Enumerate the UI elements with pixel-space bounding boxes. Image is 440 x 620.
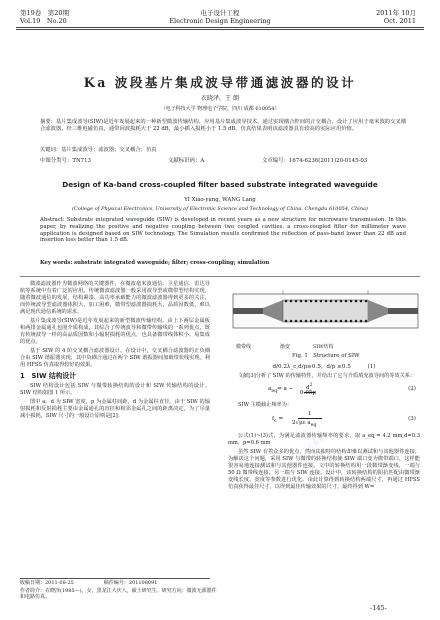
siw-equivalence-text: 文献[3]分析了 SIW 的传输特性，并给出了它与介质填充波导间的等效关系：	[238, 373, 416, 379]
section-1-heading: 1 SIW 结构设计	[20, 372, 77, 381]
affiliation-en: (College of Physical Electronics, University of Electronic Science and Technology of China, Chengdu 610054, China)	[71, 206, 369, 212]
metal-via	[295, 320, 298, 323]
figure-caption: Fig. 1 Structure of SIW	[292, 353, 360, 359]
metal-via	[330, 320, 333, 323]
journal-title-cn: 电子设计工程	[200, 9, 240, 17]
section-1-paragraph-1: SIW 结构设计包括 SIW 与微带转换结构的设计和 SIW 传输结构的设计。SIW 结构如图 1 所示。	[20, 383, 210, 397]
transition-design-text: 虽然 SIW 有着众多的优点，然而其独特的结构却难以测试和与其他器件连接。为解决这个问题，采用 SIW 与微带的转换结构使 SIW 端口变为微带端口，这样能很容易地连接测试和与其他器件连接。文中的转换结构用一段微带渐变线，一端与 50 Ω 微带线连接，另一端与 SIW 连接。设计中，该转换结构的阻抗匹配由微带渐变线长度、宽度等参数进行优化。由此计算得到转换结构两端尺寸，再通过 HFSS 仿真获得最佳尺寸，以得到最佳传输效果的尺寸。最终得到 W=	[228, 448, 420, 491]
metal-via	[315, 300, 318, 303]
metal-via	[355, 320, 358, 323]
page-number: -145-	[370, 604, 387, 612]
metal-via	[350, 300, 353, 303]
metal-via	[320, 300, 323, 303]
authors-en: YI Xiao-yang, WANG Lang	[184, 197, 256, 203]
metal-via	[295, 300, 298, 303]
metal-via	[335, 320, 338, 323]
left-column	[20, 281, 210, 422]
figure-label-taper: 渐变	[280, 344, 291, 350]
metal-via	[290, 300, 293, 303]
watermark: 万方数据	[300, 433, 328, 457]
intro-paragraph-3: 基于 SIW 的 4 阶交叉耦合滤波器设计。在设计中，交叉耦合滤波器的正负耦合由 SIW 谐振器实现，其中负耦合通过在两个 SIW 谐振器间加载带状线实现。利用 HFSS 仿真取得较好的效果。	[20, 347, 210, 369]
volume-cn: 第19卷 第20期	[20, 9, 70, 17]
metal-via	[300, 300, 303, 303]
dimension-selection-text: 公式(1)~(3)式，为满足滤波器传输频率的要求，取 a_eq = 4.2 mm,d=0.3 mm，p=0.6 mm	[228, 433, 420, 447]
date-cn: 2011年 10月	[376, 9, 416, 17]
right-column	[228, 364, 420, 493]
equation-1: d/0.2λ_c,d/p≥0.5，d/p ≥0.5 (1)	[272, 364, 376, 370]
abstract-rule	[20, 276, 420, 277]
header-rule-2	[16, 29, 424, 30]
section-1-paragraph-2: 图中 a、d 为 SIW 宽度，p 为金属柱间距，d 为金属柱直径。由于 SIW 的辐射损耗和反射损耗主要由金属通孔的直径和相邻金属孔之间的距离决定，为了尽量减小损耗，SIW 尺寸的一般设计原则是[2]：	[20, 398, 210, 420]
authors: 衣晓泽，王 朗	[201, 95, 239, 102]
metal-via	[355, 300, 358, 303]
metal-via	[360, 300, 363, 303]
author-bio: 作者简介：衣晓泽(1985—)，女，黑龙江大庆人，硕士研究生。研究方向：微波无源器件和电路仿真。	[20, 588, 217, 601]
metal-via	[310, 300, 313, 303]
metal-via	[310, 320, 313, 323]
metal-via	[285, 320, 288, 323]
metal-via	[345, 320, 348, 323]
affiliation: （电子科技大学 物理电子学院，四川 成都 610054）	[160, 106, 280, 112]
equation-3: $f_c$ = 1 2√με $a_{eq}$ (3)	[272, 411, 416, 429]
header-rule	[16, 27, 424, 28]
metal-via	[325, 320, 328, 323]
intro-paragraph-2: 基片集成波导(SIW)是近年发展起来的新型微波传输结构。由上下两层金属板和两排金属通孔包围介质构成，其综合了传统波导和微带传输线的一系列优点，既有传统波导一样的高品质因数和小辐射损耗的优点，也具备微带线体积小、易集成的优点。	[20, 317, 210, 346]
equation-2-number: (2)	[408, 386, 416, 393]
metal-via	[305, 320, 308, 323]
abstract-en: Abstract: Substrate integrated waveguide (SIW) is developed in recent years as a new structure for microwave transmission. In this paper, by realizing the positive and negative coupling between two coupled cavities, a cross-coupled filter for millimeter wave application is designed based on SIW technology. The Simulation results confirmed the reflection of pass-band lower than 22 dB and insertion loss better than 1.5 dB.	[40, 217, 406, 244]
metal-via	[320, 320, 323, 323]
cutoff-frequency-text: SIW 主模截止频率为：	[238, 402, 293, 409]
abstract-cn: 摘要：基片集成波导(SIW)是近年发展起来的一种新型微波传输结构，应用基片集成波导技术，通过实现耦合腔间的正交耦合，设计了应用于毫米波的交叉耦合滤波器。经三维电磁仿真，通带回波损耗大于 22 dB，最小插入损耗小于 1.5 dB，仿真结果表明该滤波器具有较高的实际应用价值。	[40, 119, 406, 132]
footnote-rule	[20, 578, 210, 579]
figure-label-microstrip: 微带线	[236, 344, 252, 350]
metal-via	[345, 300, 348, 303]
clc-number: 中图分类号：TN713	[40, 158, 91, 164]
article-title: Ka 波段基片集成波导带通滤波器的设计	[83, 75, 357, 90]
siw-structure-figure	[228, 282, 423, 342]
journal-title-en: Electronic Design Engineering	[169, 17, 271, 25]
metal-via	[360, 320, 363, 323]
equation-3-number: (3)	[408, 416, 416, 423]
intro-paragraph-1: 微波滤波器作为微波网络的关键器件，在微波毫米波通信、卫星通信、雷达导航等系统中有着广泛的应用。传统微波滤波器一般采用波导型或微带型结构实现，随着微波通信的发展，结构紧凑、高功率承载能力的微波滤波器得到更多的关注，而传统波导型滤波器体积大、加工困难，微带型滤波器损耗大，品质因数低，难以满足现代通信系统的需求。	[20, 281, 210, 316]
date-en: Oct. 2011	[383, 17, 416, 25]
article-number: 文章编号：1674-6236(2011)20-0145-03	[262, 158, 368, 164]
metal-via	[340, 320, 343, 323]
metal-via	[330, 300, 333, 303]
equation-2: $a_{eq}= a$ − $d^2$ 0.95p (2)	[268, 383, 416, 397]
received-date: 收稿日期：2011-08-25 稿件编号：201108091	[20, 580, 158, 586]
metal-via	[365, 300, 368, 303]
metal-via	[365, 320, 368, 323]
figure-label-siw: SIW结构	[313, 344, 334, 350]
article-title-en: Design of Ka-band cross-coupled filter based substrate integrated waveguide	[62, 180, 378, 189]
metal-via	[315, 320, 318, 323]
metal-via	[350, 320, 353, 323]
metal-via	[300, 320, 303, 323]
metal-via	[285, 300, 288, 303]
keywords-cn: 关键词：基片集成波导；滤波器；交叉耦合；仿真	[40, 147, 157, 153]
metal-via	[290, 320, 293, 323]
metal-via	[305, 300, 308, 303]
document-code: 文献标识码：A	[168, 158, 205, 164]
metal-via	[340, 300, 343, 303]
metal-via	[325, 300, 328, 303]
watermark: 万方数据	[120, 203, 148, 227]
keywords-en: Key words: substrate integrated waveguide; filter; cross-coupling; simulation	[40, 260, 270, 266]
metal-via	[335, 300, 338, 303]
volume-en: Vol.19 No.20	[20, 17, 67, 25]
